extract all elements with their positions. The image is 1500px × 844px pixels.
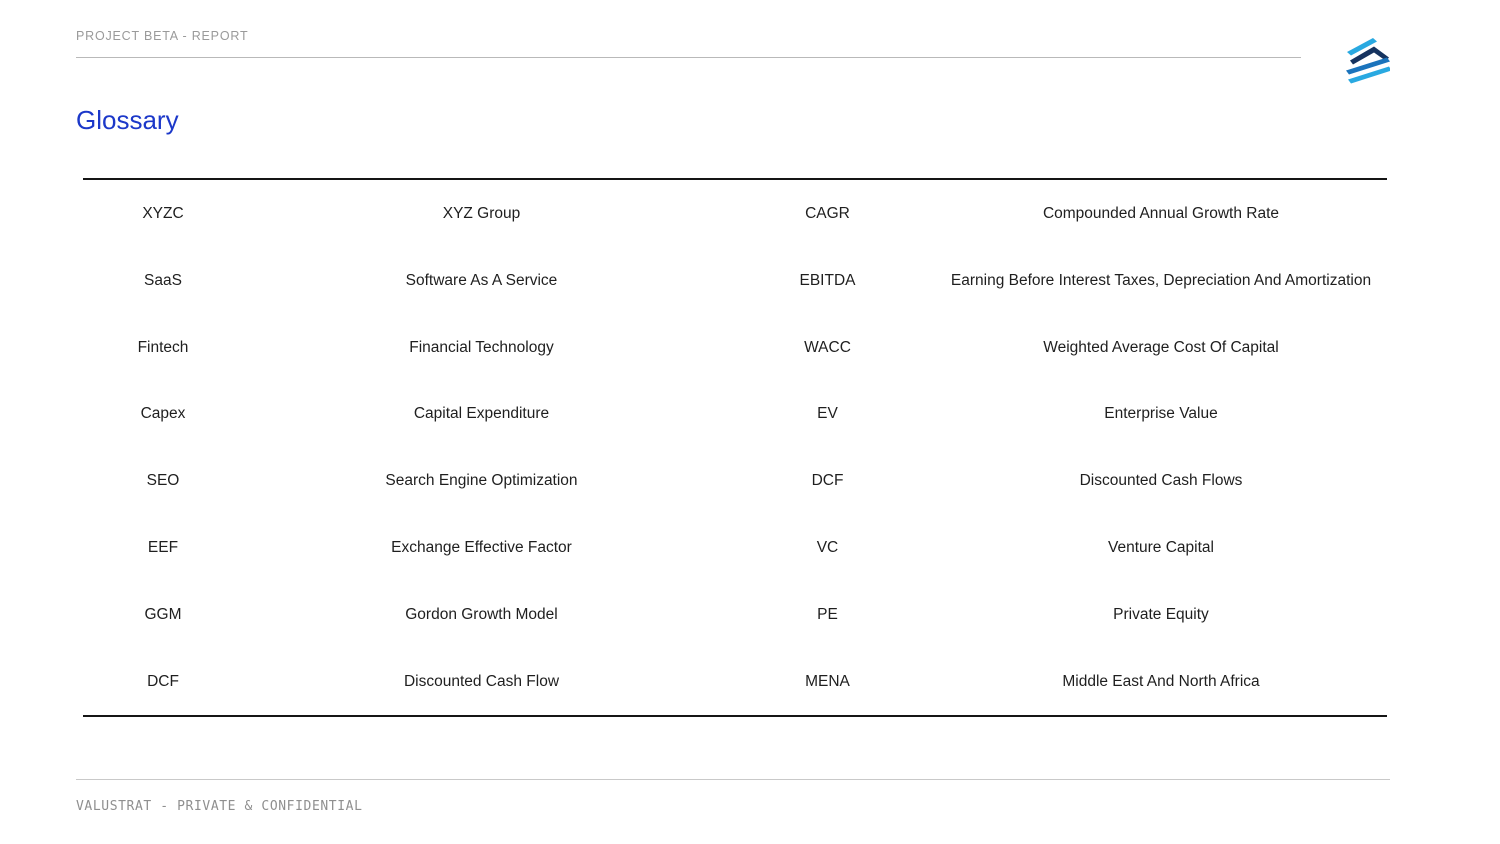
definition-cell: Enterprise Value [1104,405,1218,423]
abbr-cell: XYZC [142,204,184,222]
definition-cell: Private Equity [1113,606,1209,624]
footer-divider [76,779,1390,780]
glossary-table [83,178,1387,717]
definition-cell: Compounded Annual Growth Rate [1042,204,1280,222]
abbr-cell: Fintech [137,338,189,356]
definition-cell: Gordon Growth Model [405,606,558,624]
definition-cell: Middle East And North Africa [1062,672,1260,690]
definition-cell: Search Engine Optimization [385,472,578,490]
footer-confidential-label: VALUSTRAT - PRIVATE & CONFIDENTIAL [76,799,363,814]
table-row [83,648,1387,715]
definition-cell: Earning Before Interest Taxes, Depreciation And Amortization [950,271,1372,289]
definition-cell: XYZ Group [442,204,521,222]
definition-cell: Financial Technology [409,338,554,356]
abbr-cell: DCF [811,472,844,490]
definition-cell: Discounted Cash Flows [1079,472,1243,490]
abbr-cell: DCF [147,672,179,690]
abbr-cell: SEO [146,472,180,490]
definition-cell: Software As A Service [405,271,558,289]
valustrat-logo-icon [1344,32,1390,84]
definition-cell: Exchange Effective Factor [391,539,572,557]
page-title: Glossary [76,105,179,135]
abbr-cell: EBITDA [799,271,856,289]
abbr-cell: PE [817,606,838,624]
table-row [83,247,1387,314]
table-row [83,448,1387,515]
report-header-title: PROJECT BETA - REPORT [76,29,249,43]
abbr-cell: Capex [140,405,186,423]
definition-cell: Discounted Cash Flow [403,672,560,690]
definition-cell: Weighted Average Cost Of Capital [1043,338,1279,356]
abbr-cell: WACC [804,338,851,356]
table-row [83,314,1387,381]
abbr-cell: GGM [144,606,182,624]
header-divider [76,57,1301,58]
abbr-cell: EEF [147,539,179,557]
table-row [83,581,1387,648]
abbr-cell: SaaS [144,271,182,289]
abbr-cell: EV [817,405,838,423]
abbr-cell: VC [816,539,839,557]
table-row [83,381,1387,448]
definition-cell: Capital Expenditure [413,405,550,423]
abbr-cell: MENA [805,672,850,690]
table-row [83,514,1387,581]
abbr-cell: CAGR [805,204,850,222]
table-row [83,180,1387,247]
definition-cell: Venture Capital [1108,539,1214,557]
